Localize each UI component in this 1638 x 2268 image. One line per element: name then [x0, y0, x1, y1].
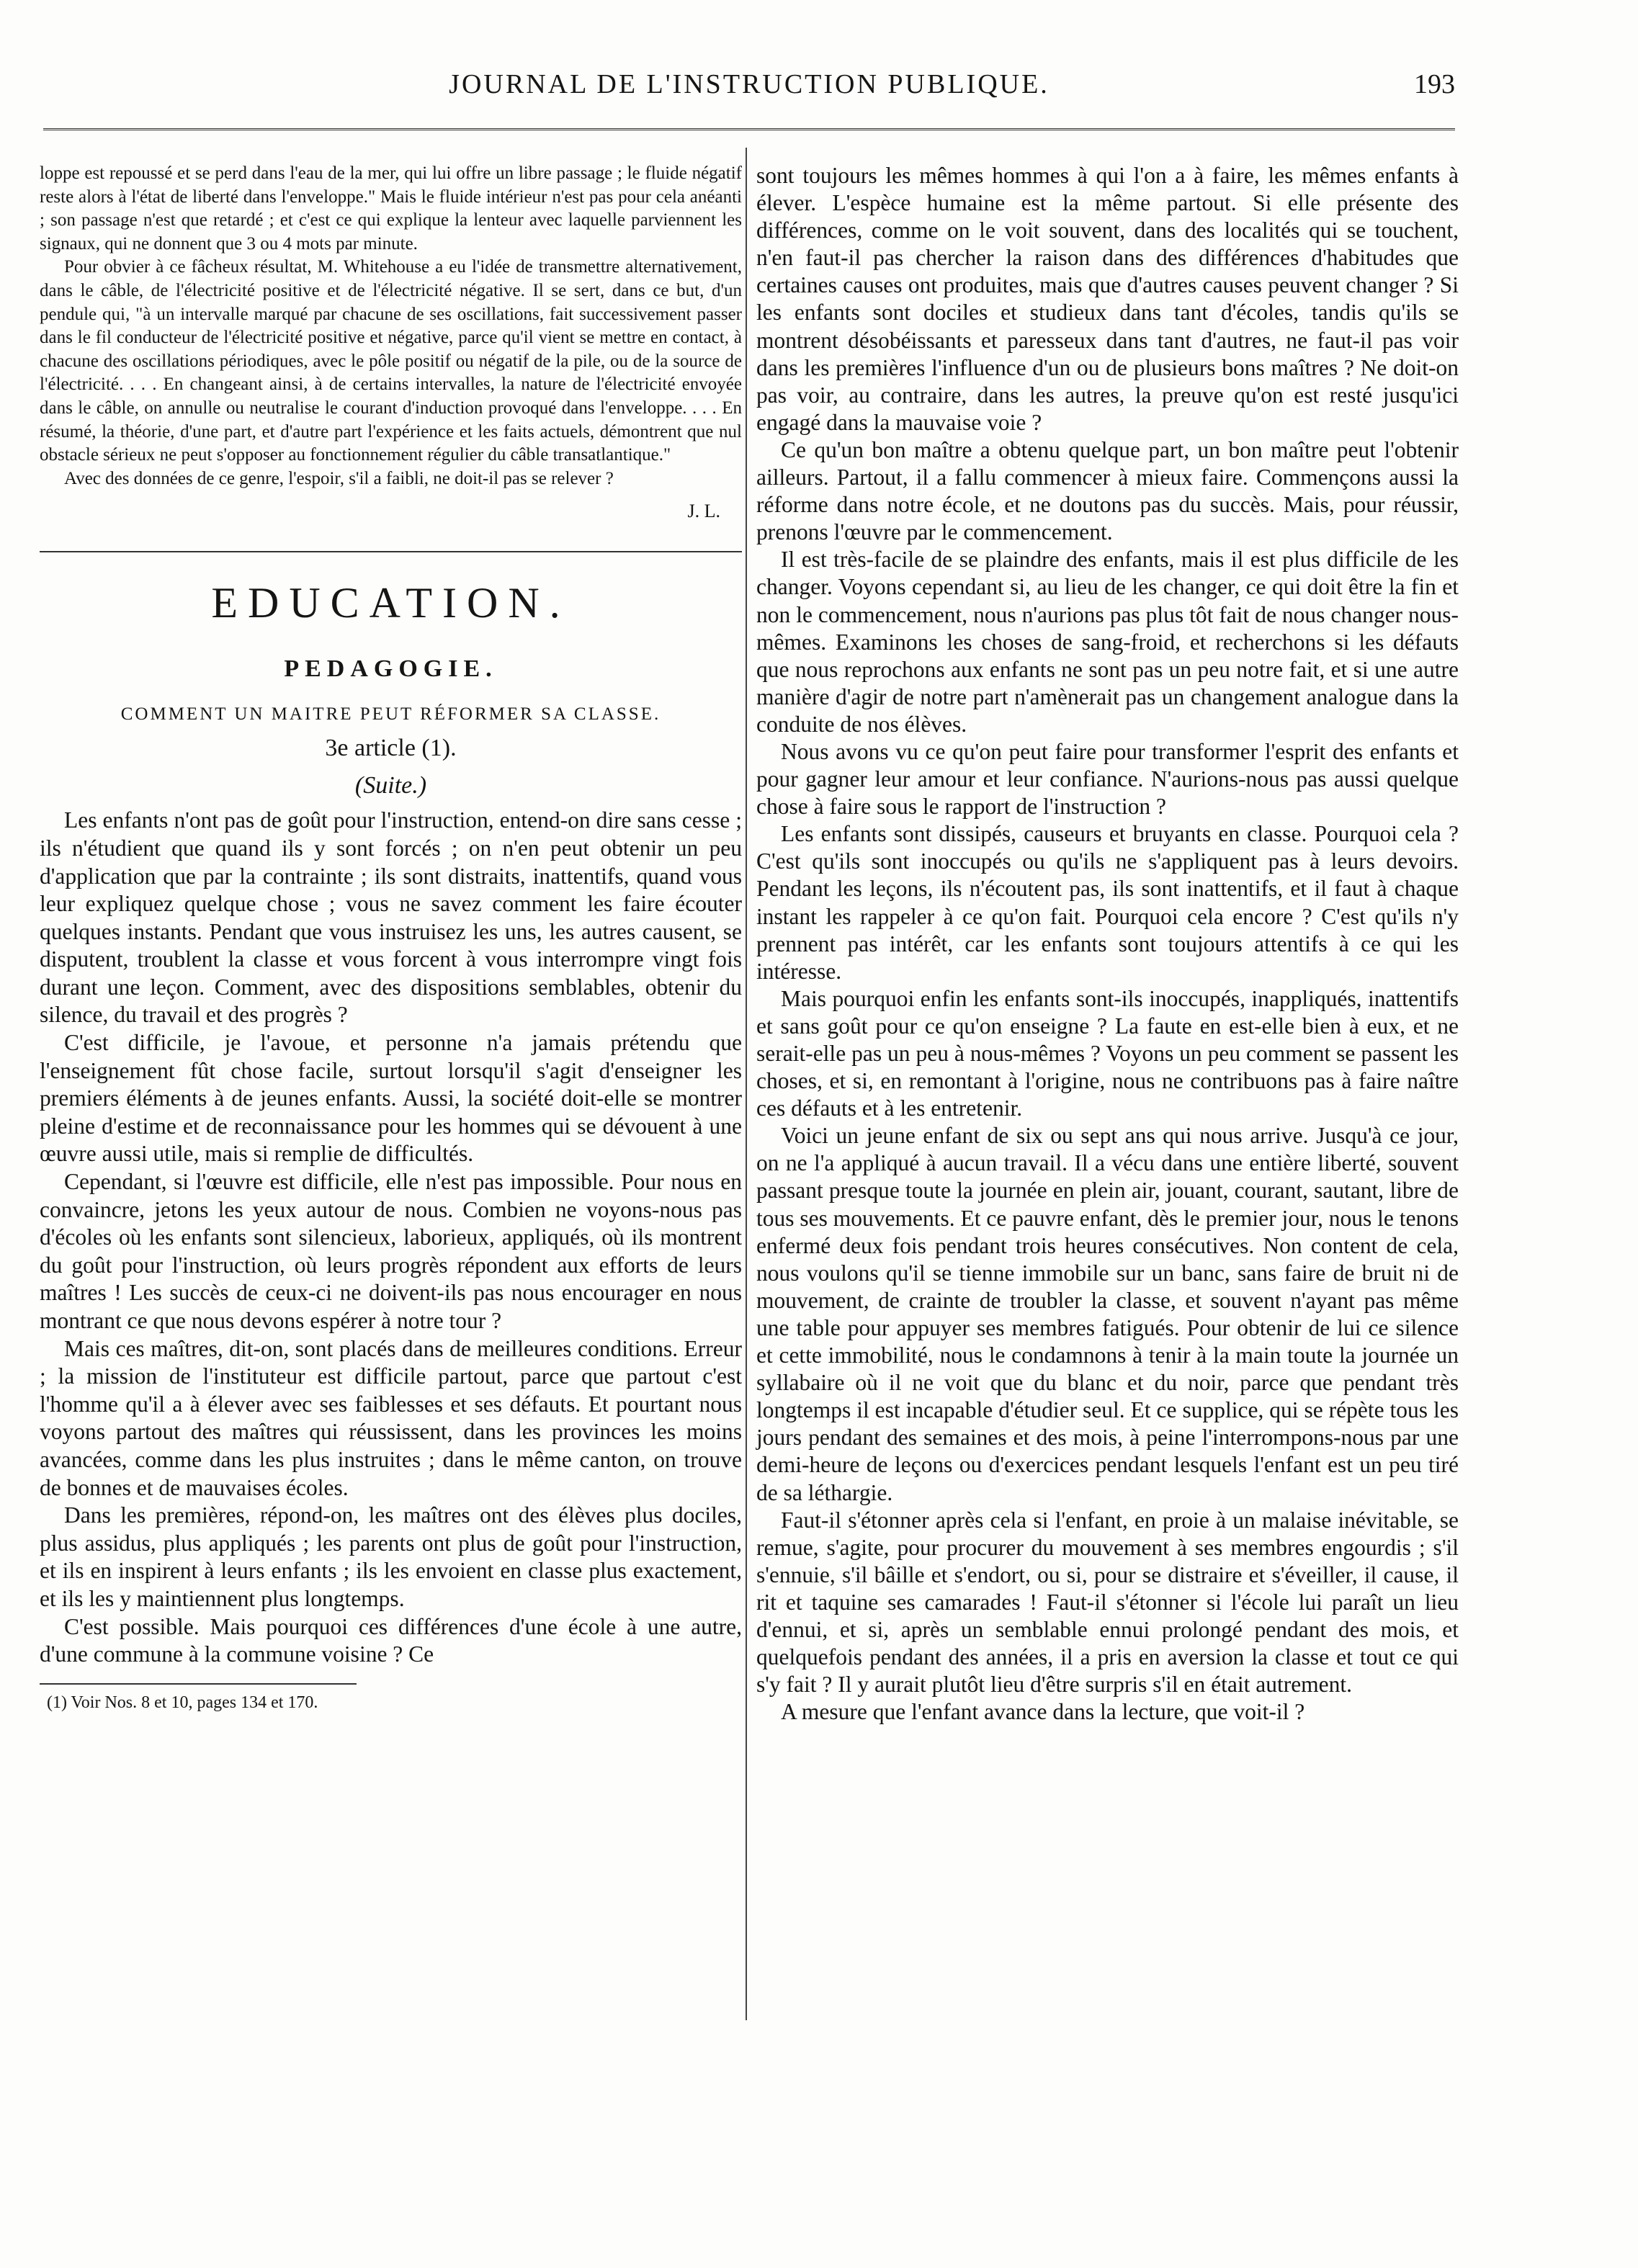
- body-paragraph: Nous avons vu ce qu'on peut faire pour transformer l'esprit des enfants et pour gagner leur amour et leur confiance. N'aurions-nous pas aussi quelque chose à faire sous le rapport de l'instruction ?: [756, 738, 1459, 820]
- body-paragraph: Cependant, si l'œuvre est difficile, elle n'est pas impossible. Pour nous en convaincre, jetons les yeux autour de nous. Combien ne voyons-nous pas d'écoles où les enfants sont silencieux, laborieux, appliqués, où ils montrent du goût pour l'instruction, où leurs progrès répondent aux efforts de leurs maîtres ! Les succès de ceux-ci ne doivent-ils pas nous encourager en nous montrant ce que nous devons espérer à notre tour ?: [40, 1169, 742, 1333]
- subsection-title: PEDAGOGIE.: [284, 655, 498, 683]
- body-paragraph: Ce qu'un bon maître a obtenu quelque part, un bon maître peut l'obtenir ailleurs. Partout, il a fallu commencer à mieux faire. Commençons aussi la réforme dans notre école, et ne doutons pas du succès. Mais, pour réussir, prenons l'œuvre par le commencement.: [756, 436, 1459, 545]
- section-rule: [40, 551, 742, 552]
- body-paragraph: Les enfants sont dissipés, causeurs et bruyants en classe. Pourquoi cela ? C'est qu'ils sont inoccupés ou qu'ils ne s'appliquent pas à leurs devoirs. Pendant les leçons, ils n'écoutent pas, ils sont inattentifs, et il faut à chaque instant les rappeler à ce qu'on fait. Pourquoi cela encore ? C'est qu'ils n'y prennent pas intérêt, car les enfants sont toujours attentifs à ce qui les intéresse.: [756, 821, 1459, 984]
- body-paragraph: Il est très-facile de se plaindre des enfants, mais il est plus difficile de les changer. Voyons cependant si, au lieu de les changer, ce qui doit être la fin et non le commencement, nous n'aurions pas plus tôt fait de nous changer nous-mêmes. Examinons les choses de sang-froid, et recherchons si les défauts que nous reprochons aux enfants ne sont pas un peu notre fait, et si une autre manière d'agir de notre part n'amènerait pas un changement analogue dans la conduite de nos élèves.: [756, 547, 1459, 737]
- body-paragraph: Mais pourquoi enfin les enfants sont-ils inoccupés, inappliqués, inattentifs et sans goût pour ce qu'on enseigne ? La faute en est-elle bien à eux, et ne serait-elle pas un peu à nous-mêmes ? Voyons un peu comment se passent les choses, et si, en remontant à l'origine, nous ne contribuons pas à faire naître ces défauts et à les entretenir.: [756, 985, 1459, 1121]
- article-number: 3e article (1).: [325, 735, 457, 762]
- body-paragraph: C'est difficile, je l'avoue, et personne n'a jamais prétendu que l'enseignement fût chose facile, surtout lorsqu'il s'agit d'enseigner les premiers éléments à de jeunes enfants. Aussi, la société doit-elle se montrer pleine d'estime et de reconnaissance pour les hommes qui se dévouent à une œuvre aussi utile, mais si remplie de difficultés.: [40, 1030, 742, 1167]
- article-body: [40, 807, 742, 1668]
- footnote: (1) Voir Nos. 8 et 10, pages 134 et 170.: [47, 1693, 318, 1712]
- right-column: [756, 162, 1459, 1726]
- body-paragraph: Mais ces maîtres, dit-on, sont placés dans de meilleures conditions. Erreur ; la mission de l'instituteur est difficile partout, parce que partout c'est l'homme qu'il a à élever avec ses faiblesses et ses défauts. Et pourtant nous voyons partout des maîtres qui réussissent, dans les provinces les moins avancées, comme dans les plus instruites ; dans le même canton, on trouve de bonnes et de mauvaises écoles.: [40, 1335, 742, 1500]
- continued-label: (Suite.): [354, 772, 427, 799]
- section-title: EDUCATION.: [211, 579, 570, 627]
- intro-paragraph: loppe est repoussé et se perd dans l'eau de la mer, qui lui offre un libre passage ; le fluide négatif reste alors à l'état de liberté dans l'enveloppe." Mais le fluide intérieur n'est pas pour cela anéanti ; son passage n'est que retardé ; et c'est ce qui explique la lenteur avec laquelle parviennent les signaux, qui ne donnent que 3 ou 4 mots par minute.: [40, 163, 742, 254]
- footnote-rule: [40, 1683, 357, 1685]
- body-paragraph: Voici un jeune enfant de six ou sept ans qui nous arrive. Jusqu'à ce jour, on ne l'a appliqué à aucun travail. Il a vécu dans une entière liberté, souvent passant presque toute la journée en plein air, jouant, courant, sautant, libre de tous ses mouvements. Et ce pauvre enfant, dès le premier jour, nous le tenons enfermé deux fois pendant trois heures consécutives. Non content de cela, nous voulons qu'il se tienne immobile sur un banc, sans faire de bruit ni de mouvement, de crainte de troubler la classe, et souvent n'ayant pas même une table pour appuyer ses membres fatigués. Pour obtenir de lui ce silence et cette immobilité, nous le condamnons à tenir à la main toute la journée un syllabaire où il ne voit que du blanc et du noir, parce que pendant très longtemps il est incapable d'étudier seul. Et ce supplice, qui se répète tous les jours pendant des semaines et des mois, à peine l'interrompons-nous par une demi-heure de leçons ou d'exercices pendant lesquels l'enfant est un peu tiré de sa léthargie.: [756, 1123, 1459, 1505]
- signature: J. L.: [687, 501, 720, 522]
- article-body-continued: [756, 162, 1459, 1726]
- body-paragraph: C'est possible. Mais pourquoi ces différences d'une école à une autre, d'une commune à la commune voisine ? Ce: [40, 1613, 742, 1667]
- body-paragraph: Les enfants n'ont pas de goût pour l'instruction, entend-on dire sans cesse ; ils n'étudient que quand ils y sont forcés ; on n'en peut obtenir un peu d'application que par la contrainte ; ils sont distraits, inattentifs, quand vous leur expliquez quelque chose ; vous ne savez comment les faire écouter quelques instants. Pendant que vous instruisez les uns, les autres causent, se disputent, troublent la classe et vous forcent à vous interrompre vingt fois durant une leçon. Comment, avec des dispositions semblables, obtenir du silence, du travail et des progrès ?: [40, 807, 742, 1028]
- column-divider: [746, 148, 747, 2020]
- intro-paragraph: Avec des données de ce genre, l'espoir, s'il a faibli, ne doit-il pas se relever ?: [64, 468, 614, 488]
- article-title: COMMENT UN MAITRE PEUT RÉFORMER SA CLASSE.: [120, 704, 661, 725]
- body-paragraph: Faut-il s'étonner après cela si l'enfant, en proie à un malaise inévitable, se remue, s'agite, pour procurer du mouvement à ses membres engourdis ; s'il s'ennuie, s'il bâille et s'endort, ou si, pour se distraire et s'éveiller, il cause, il rit et taquine ses camarades ! Faut-il s'étonner si l'école lui paraît un lieu d'ennui, et si, après un semblable ennui prolongé pendant des mois, et quelquefois pendant des années, il a pris en aversion la classe et tout ce qui s'y fait ? Il y aurait plutôt lieu d'être surpris s'il en était autrement.: [756, 1507, 1459, 1698]
- body-paragraph: A mesure que l'enfant avance dans la lecture, que voit-il ?: [781, 1699, 1305, 1725]
- page-header: [43, 68, 1455, 112]
- header-rule: [43, 128, 1455, 130]
- left-column: [40, 162, 742, 1713]
- body-paragraph: sont toujours les mêmes hommes à qui l'on a à faire, les mêmes enfants à élever. L'espèce humaine est la même partout. Si elle présente des différences, comme on le voit souvent, dans des localités qui se touchent, n'en faut-il pas chercher la raison dans des différences d'habitudes que certaines causes ont produites, mais que d'autres causes peuvent changer ? Si les enfants sont dociles et studieux dans tant d'écoles, tandis qu'ils se montrent désobéissants et paresseux dans tant d'autres, ne faut-il pas voir dans les premières l'influence d'un ou de plusieurs bons maîtres ? Ne doit-on pas voir, au contraire, dans les autres, la preuve qu'on est resté jusqu'ici engagé dans la mauvaise voie ?: [756, 163, 1459, 435]
- page-number: 193: [1414, 69, 1455, 99]
- body-paragraph: Dans les premières, répond-on, les maîtres ont des élèves plus dociles, plus assidus, plus appliqués ; les parents ont plus de goût pour l'instruction, et ils en inspirent à leurs enfants ; ils les envoient en classe plus exactement, et ils les y maintiennent plus longtemps.: [40, 1502, 742, 1611]
- intro-text: [40, 162, 742, 490]
- journal-title: JOURNAL DE L'INSTRUCTION PUBLIQUE.: [449, 69, 1050, 99]
- intro-paragraph: Pour obvier à ce fâcheux résultat, M. Whitehouse a eu l'idée de transmettre alternativement, dans le câble, de l'électricité positive et de l'électricité négative. Il se sert, dans ce but, d'un pendule qui, "à un intervalle marqué par chacune de ses oscillations, fait successivement passer dans le fil conducteur de l'électricité positive et négative, parce qu'il vient se mettre en contact, à chacune des oscillations périodiques, avec le pôle positif ou négatif de la pile, ou de la source de l'électricité. . . . En changeant ainsi, à de certains intervalles, la nature de l'électricité envoyée dans le câble, on annulle ou neutralise le courant d'induction provoqué dans l'enveloppe. . . . En résumé, la théorie, d'une part, et d'autre part l'expérience et les faits actuels, démontrent que nul obstacle sérieux ne peut s'opposer au fonctionnement régulier du câble transatlantique.": [40, 257, 742, 465]
